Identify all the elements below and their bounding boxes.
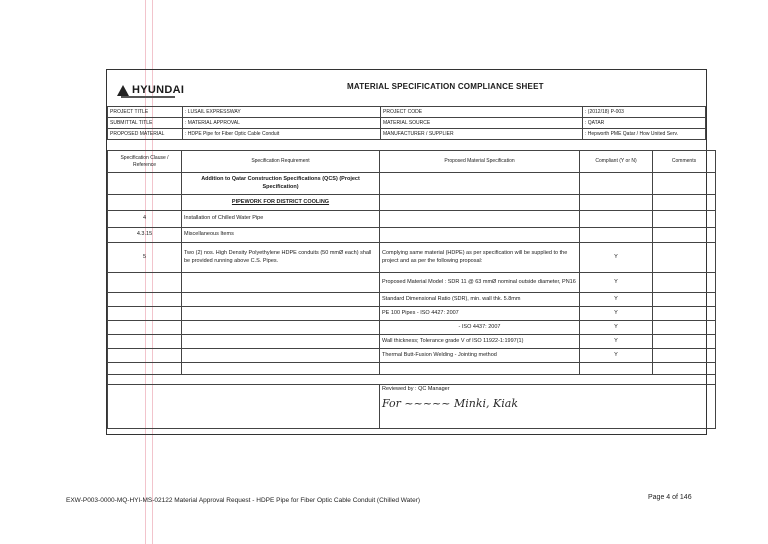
sheet-title: MATERIAL SPECIFICATION COMPLIANCE SHEET [347,82,544,91]
empty-cell [653,211,716,228]
empty-cell [653,293,716,307]
project-code-label: PROJECT CODE [381,107,583,118]
requirement-text: Two (2) nos. High Density Polyethylene HDPE conduits (50 mmØ each) shall be provided running above C.S. Pipes. [182,243,380,273]
compliant-mark: Y [580,273,653,293]
spacer-cell [108,375,716,385]
empty-cell [108,363,182,375]
empty-cell [108,195,182,211]
table-row [108,228,716,243]
clause-ref: 4.3.15 [108,228,182,243]
project-title-value: : LUSAIL EXPRESSWAY [183,107,381,118]
proposed-text: PE 100 Pipes - ISO 4427: 2007 [380,307,580,321]
project-title-label: PROJECT TITLE [108,107,183,118]
material-source-label: MATERIAL SOURCE [381,118,583,129]
compliant-mark: Y [580,321,653,335]
proposed-material-label: PROPOSED MATERIAL [108,129,183,140]
table-row [108,307,716,321]
table-row [108,243,716,273]
empty-cell [580,211,653,228]
logo-underline [121,96,175,98]
table-row [108,321,716,335]
spec-table [107,150,716,429]
empty-cell [653,228,716,243]
empty-cell [182,321,380,335]
empty-cell [182,273,380,293]
compliant-mark: Y [580,307,653,321]
empty-cell [653,273,716,293]
manufacturer-value: : Hepworth PME Qatar / How United Serv. [583,129,706,140]
empty-cell [182,335,380,349]
empty-cell [653,335,716,349]
empty-cell [380,173,580,195]
empty-cell [182,363,380,375]
empty-cell [108,307,182,321]
signature: For ~~~~~ Minki, Kiak [382,397,518,411]
requirement-text: Installation of Chilled Water Pipe [182,211,380,228]
empty-cell [108,173,182,195]
pipework-subheading: PIPEWORK FOR DISTRICT COOLING [182,195,380,211]
compliant-mark: Y [580,243,653,273]
table-row [108,375,716,385]
proposed-text: Wall thickness; Tolerance grade V of ISO 11922-1:1997(1) [380,335,580,349]
review-row [108,385,716,429]
table-row [108,195,716,211]
project-code-value: : (2012/18) P-003 [583,107,706,118]
empty-cell [108,321,182,335]
empty-cell [580,363,653,375]
empty-cell [108,293,182,307]
empty-cell [653,321,716,335]
empty-cell [653,349,716,363]
project-info-table [107,106,706,140]
empty-cell [108,273,182,293]
submittal-title-label: SUBMITTAL TITLE [108,118,183,129]
empty-cell [653,195,716,211]
reviewed-by-cell [380,385,716,429]
clause-ref: 4 [108,211,182,228]
reviewed-by-label: Reviewed by : QC Manager [382,386,450,392]
table-row [108,273,716,293]
proposed-material-value: : HDPE Pipe for Fiber Optic Cable Conduit [183,129,381,140]
info-row [108,107,706,118]
manufacturer-label: MANUFACTURER / SUPPLIER [381,129,583,140]
empty-cell [108,385,380,429]
proposed-text: - ISO 4437: 2007 [380,321,580,335]
empty-cell [653,243,716,273]
empty-cell [380,195,580,211]
proposed-text: Standard Dimensional Ratio (SDR), min. wall thk. 5.8mm [380,293,580,307]
logo-text: HYUNDAI [132,84,185,96]
empty-cell [653,173,716,195]
table-row [108,173,716,195]
info-row [108,118,706,129]
col-proposed-header: Proposed Material Specification [380,151,580,173]
empty-cell [653,307,716,321]
proposed-text: Proposed Material Model : SDR 11 @ 63 mmØ nominal outside diameter, PN16 [380,273,580,293]
empty-cell [380,363,580,375]
table-row [108,363,716,375]
empty-cell [380,211,580,228]
requirement-text: Miscellaneous Items [182,228,380,243]
spec-header-row [108,151,716,173]
qcs-heading: Addition to Qatar Construction Specifications (QCS) (Project Specification) [182,173,380,195]
clause-ref: 5 [108,243,182,273]
info-row [108,129,706,140]
submittal-title-value: : MATERIAL APPROVAL [183,118,381,129]
empty-cell [380,228,580,243]
compliant-mark: Y [580,335,653,349]
proposed-text: Complying same material (HDPE) as per specification will be supplied to the project and as per the following proposal: [380,243,580,273]
empty-cell [580,173,653,195]
compliance-sheet [106,69,707,435]
compliant-mark: Y [580,349,653,363]
empty-cell [108,349,182,363]
empty-cell [182,349,380,363]
col-compliant-header: Compliant (Y or N) [580,151,653,173]
sheet-header [107,70,706,107]
proposed-text: Thermal Butt-Fusion Welding - Jointing method [380,349,580,363]
footer-doc-ref: EXW-P003-0000-MQ-HYI-MS-02122 Material Approval Request - HDPE Pipe for Fiber Optic Cable Conduit (Chilled Water) [66,497,421,504]
table-row [108,335,716,349]
empty-cell [653,363,716,375]
table-row [108,349,716,363]
table-row [108,293,716,307]
material-source-value: : QATAR [583,118,706,129]
compliant-mark: Y [580,293,653,307]
hyundai-logo-icon [117,85,129,96]
footer-page-number: Page 4 of 146 [648,494,692,501]
empty-cell [182,307,380,321]
empty-cell [580,228,653,243]
col-clause-header: Specification Clause / Reference [108,151,182,173]
table-row [108,211,716,228]
col-requirement-header: Specification Requirement [182,151,380,173]
empty-cell [182,293,380,307]
col-comments-header: Comments [653,151,716,173]
empty-cell [580,195,653,211]
empty-cell [108,335,182,349]
